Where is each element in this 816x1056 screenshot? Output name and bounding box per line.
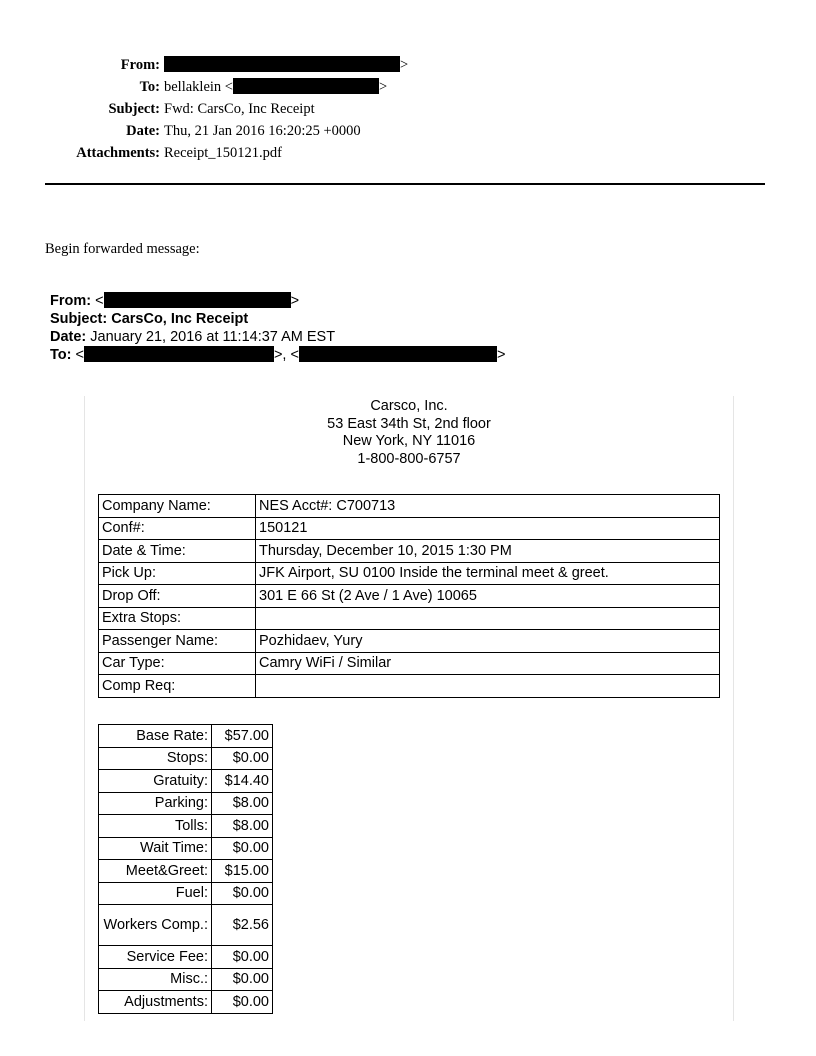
header-subject-label: Subject: [108,101,160,117]
detail-label: Conf#: [99,517,256,540]
table-row [99,517,720,540]
table-row [99,792,273,815]
company-address-line1: 53 East 34th St, 2nd floor [327,415,491,432]
table-row [99,815,273,838]
charge-amount: $0.00 [212,747,273,770]
redacted-block [299,346,497,362]
charge-amount: $15.00 [212,860,273,883]
header-date-row [0,120,816,142]
table-row [99,747,273,770]
charge-label: Adjustments: [99,991,212,1014]
fwd-to-label: To: [50,347,72,363]
fwd-to-row [50,346,505,364]
fwd-to-mid: >, < [273,347,299,363]
detail-value: NES Acct#: C700713 [256,495,720,518]
detail-value: 150121 [256,517,720,540]
header-date-label: Date: [126,123,160,139]
table-row [99,607,720,630]
charge-label: Meet&Greet: [99,860,212,883]
table-row [99,882,273,905]
charge-label: Workers Comp.: [99,905,212,946]
company-name: Carsco, Inc. [370,398,448,414]
charge-amount: $0.00 [212,882,273,905]
charge-amount: $14.40 [212,770,273,793]
table-row [99,860,273,883]
fwd-to-open: < [75,347,84,363]
fwd-subject-row [50,310,505,328]
header-from-tail: > [400,57,409,73]
detail-label: Car Type: [99,652,256,675]
charge-amount: $2.56 [212,905,273,946]
receipt-card [84,396,734,1021]
header-attachments-label: Attachments: [76,145,160,161]
charge-amount: $57.00 [212,725,273,748]
company-address-line2: New York, NY 11016 [342,433,476,449]
charge-label: Misc.: [99,968,212,991]
begin-forwarded-text: Begin forwarded message: [45,241,200,257]
header-attachments-value[interactable]: Receipt_150121.pdf [164,145,282,161]
header-attachments-row [0,142,816,164]
header-to-tail: > [378,79,388,95]
charge-label: Wait Time: [99,837,212,860]
detail-value: Camry WiFi / Similar [256,652,720,675]
trip-details-table [98,494,720,698]
header-to-prefix: bellaklein < [164,79,233,95]
fwd-from-open: < [95,293,104,309]
fwd-date-label: Date: [50,329,87,345]
header-to-label: To: [139,79,160,95]
header-subject-value: Fwd: CarsCo, Inc Receipt [164,101,315,117]
detail-label: Drop Off: [99,585,256,608]
charge-amount: $8.00 [212,792,273,815]
header-subject-row [0,98,816,120]
redacted-block [233,78,379,94]
charge-label: Stops: [99,747,212,770]
charge-label: Gratuity: [99,770,212,793]
table-row [99,652,720,675]
charge-amount: $0.00 [212,968,273,991]
table-row [99,991,273,1014]
company-block [85,398,733,468]
header-from-value [164,54,408,76]
fwd-subject-value: CarsCo, Inc Receipt [111,311,249,327]
email-header [0,54,816,164]
charge-label: Fuel: [99,882,212,905]
table-row [99,562,720,585]
table-row [99,585,720,608]
redacted-block [164,56,400,72]
fwd-from-label: From: [50,293,92,309]
fwd-from-row [50,292,505,310]
charges-table [98,724,273,1014]
redacted-block [104,292,291,308]
detail-label: Company Name: [99,495,256,518]
header-to-value [164,76,387,98]
detail-value: JFK Airport, SU 0100 Inside the terminal meet & greet. [256,562,720,585]
charge-label: Tolls: [99,815,212,838]
header-from-row [0,54,816,76]
table-row [99,770,273,793]
table-row [99,495,720,518]
detail-label: Comp Req: [99,675,256,698]
charge-label: Service Fee: [99,946,212,969]
fwd-date-value: January 21, 2016 at 11:14:37 AM EST [90,329,336,345]
header-to-row [0,76,816,98]
charge-amount: $0.00 [212,946,273,969]
company-phone: 1-800-800-6757 [357,450,461,467]
table-row [99,675,720,698]
charge-amount: $0.00 [212,991,273,1014]
detail-value [256,607,720,630]
table-row [99,540,720,563]
table-row [99,968,273,991]
detail-label: Passenger Name: [99,630,256,653]
redacted-block [84,346,274,362]
table-row [99,946,273,969]
header-from-label: From: [120,57,160,73]
table-row [99,725,273,748]
detail-value: Thursday, December 10, 2015 1:30 PM [256,540,720,563]
detail-label: Date & Time: [99,540,256,563]
charge-amount: $0.00 [212,837,273,860]
detail-label: Extra Stops: [99,607,256,630]
forwarded-header [50,292,505,364]
detail-value: 301 E 66 St (2 Ave / 1 Ave) 10065 [256,585,720,608]
fwd-to-close: > [496,347,506,363]
charge-label: Parking: [99,792,212,815]
charge-label: Base Rate: [99,725,212,748]
detail-value: Pozhidaev, Yury [256,630,720,653]
fwd-subject-label: Subject: [50,311,108,327]
table-row [99,837,273,860]
fwd-date-row [50,328,505,346]
table-row [99,630,720,653]
detail-label: Pick Up: [99,562,256,585]
fwd-from-close: > [290,293,300,309]
header-divider [45,183,765,185]
header-date-value: Thu, 21 Jan 2016 16:20:25 +0000 [164,123,361,139]
table-row [99,905,273,946]
charge-amount: $8.00 [212,815,273,838]
detail-value [256,675,720,698]
